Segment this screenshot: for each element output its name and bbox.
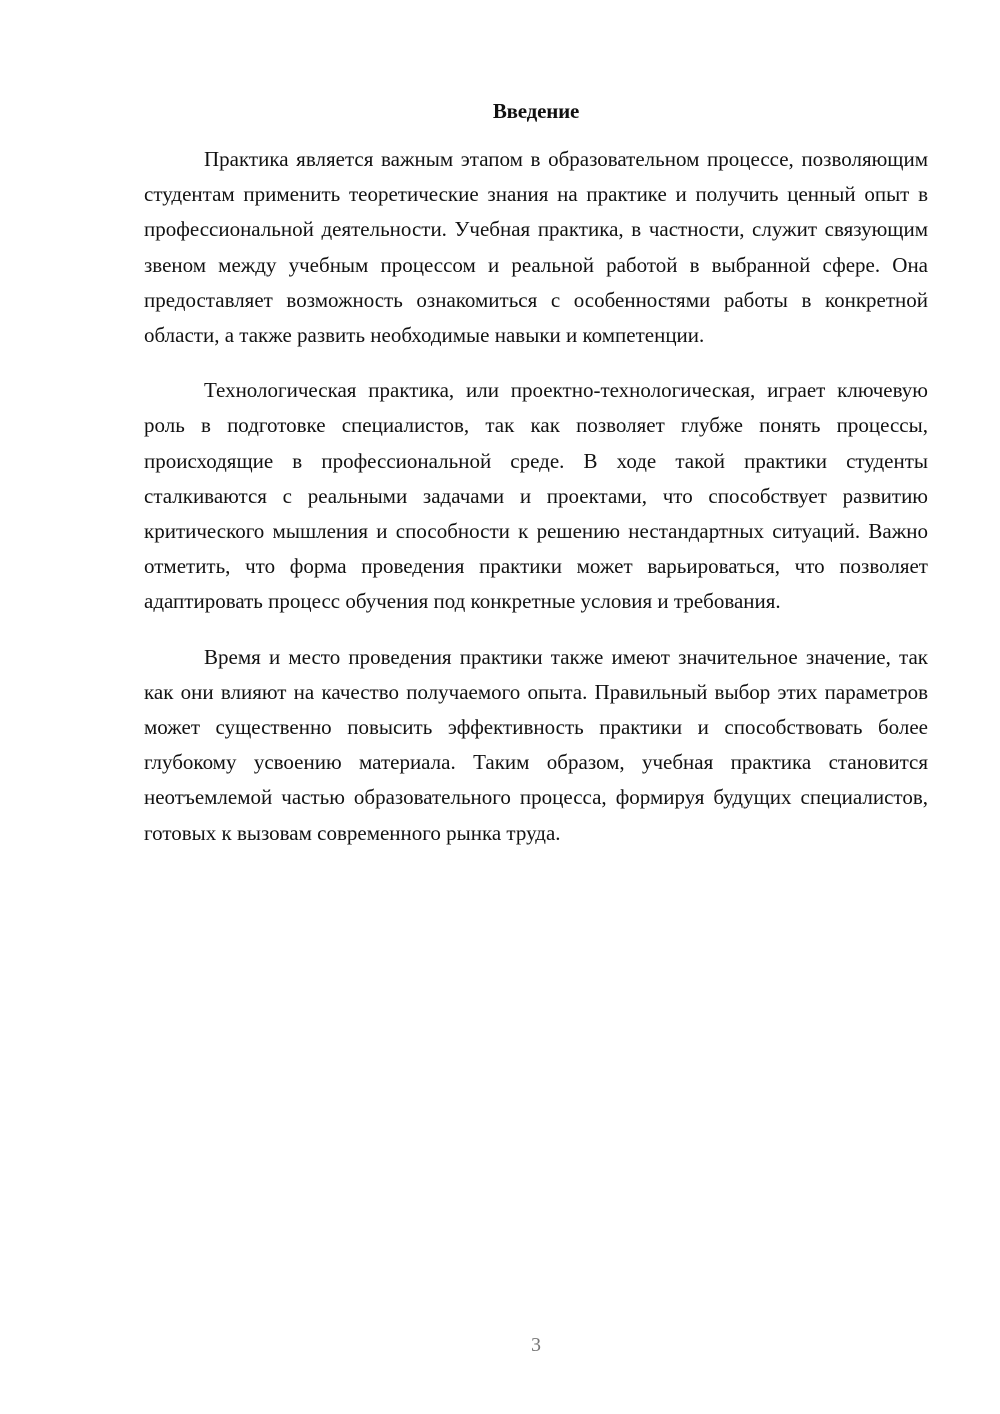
page-number: 3 <box>531 1334 541 1356</box>
document-body <box>144 94 928 851</box>
paragraph-1: Практика является важным этапом в образовательном процессе, позволяющим студентам применить теоретические знания на практике и получить ценный опыт в профессиональной деятельности. Учебная практика, в частности, служит связующим звеном между учебным процессом и реальной работой в выбранной сфере. Она предоставляет возможность ознакомиться с особенностями работы в конкретной области, а также развить необходимые навыки и компетенции. <box>144 147 928 348</box>
paragraph-3: Время и место проведения практики также имеют значительное значение, так как они влияют на качество получаемого опыта. Правильный выбор этих параметров может существенно повысить эффективность практики и способствовать более глубокому усвоению материала. Таким образом, учебная практика становится неотъемлемой частью образовательного процесса, формируя будущих специалистов, готовых к вызовам современного рынка труда. <box>144 644 928 845</box>
paragraph-2: Технологическая практика, или проектно-технологическая, играет ключевую роль в подготовке специалистов, так как позволяет глубже понять процессы, происходящие в профессиональной среде. В ходе такой практики студенты сталкиваются с реальными задачами и проектами, что способствует развитию критического мышления и способности к решению нестандартных ситуаций. Важно отметить, что форма проведения практики может варьироваться, что позволяет адаптировать процесс обучения под конкретные условия и требования. <box>144 378 928 614</box>
section-heading: Введение <box>492 99 580 123</box>
